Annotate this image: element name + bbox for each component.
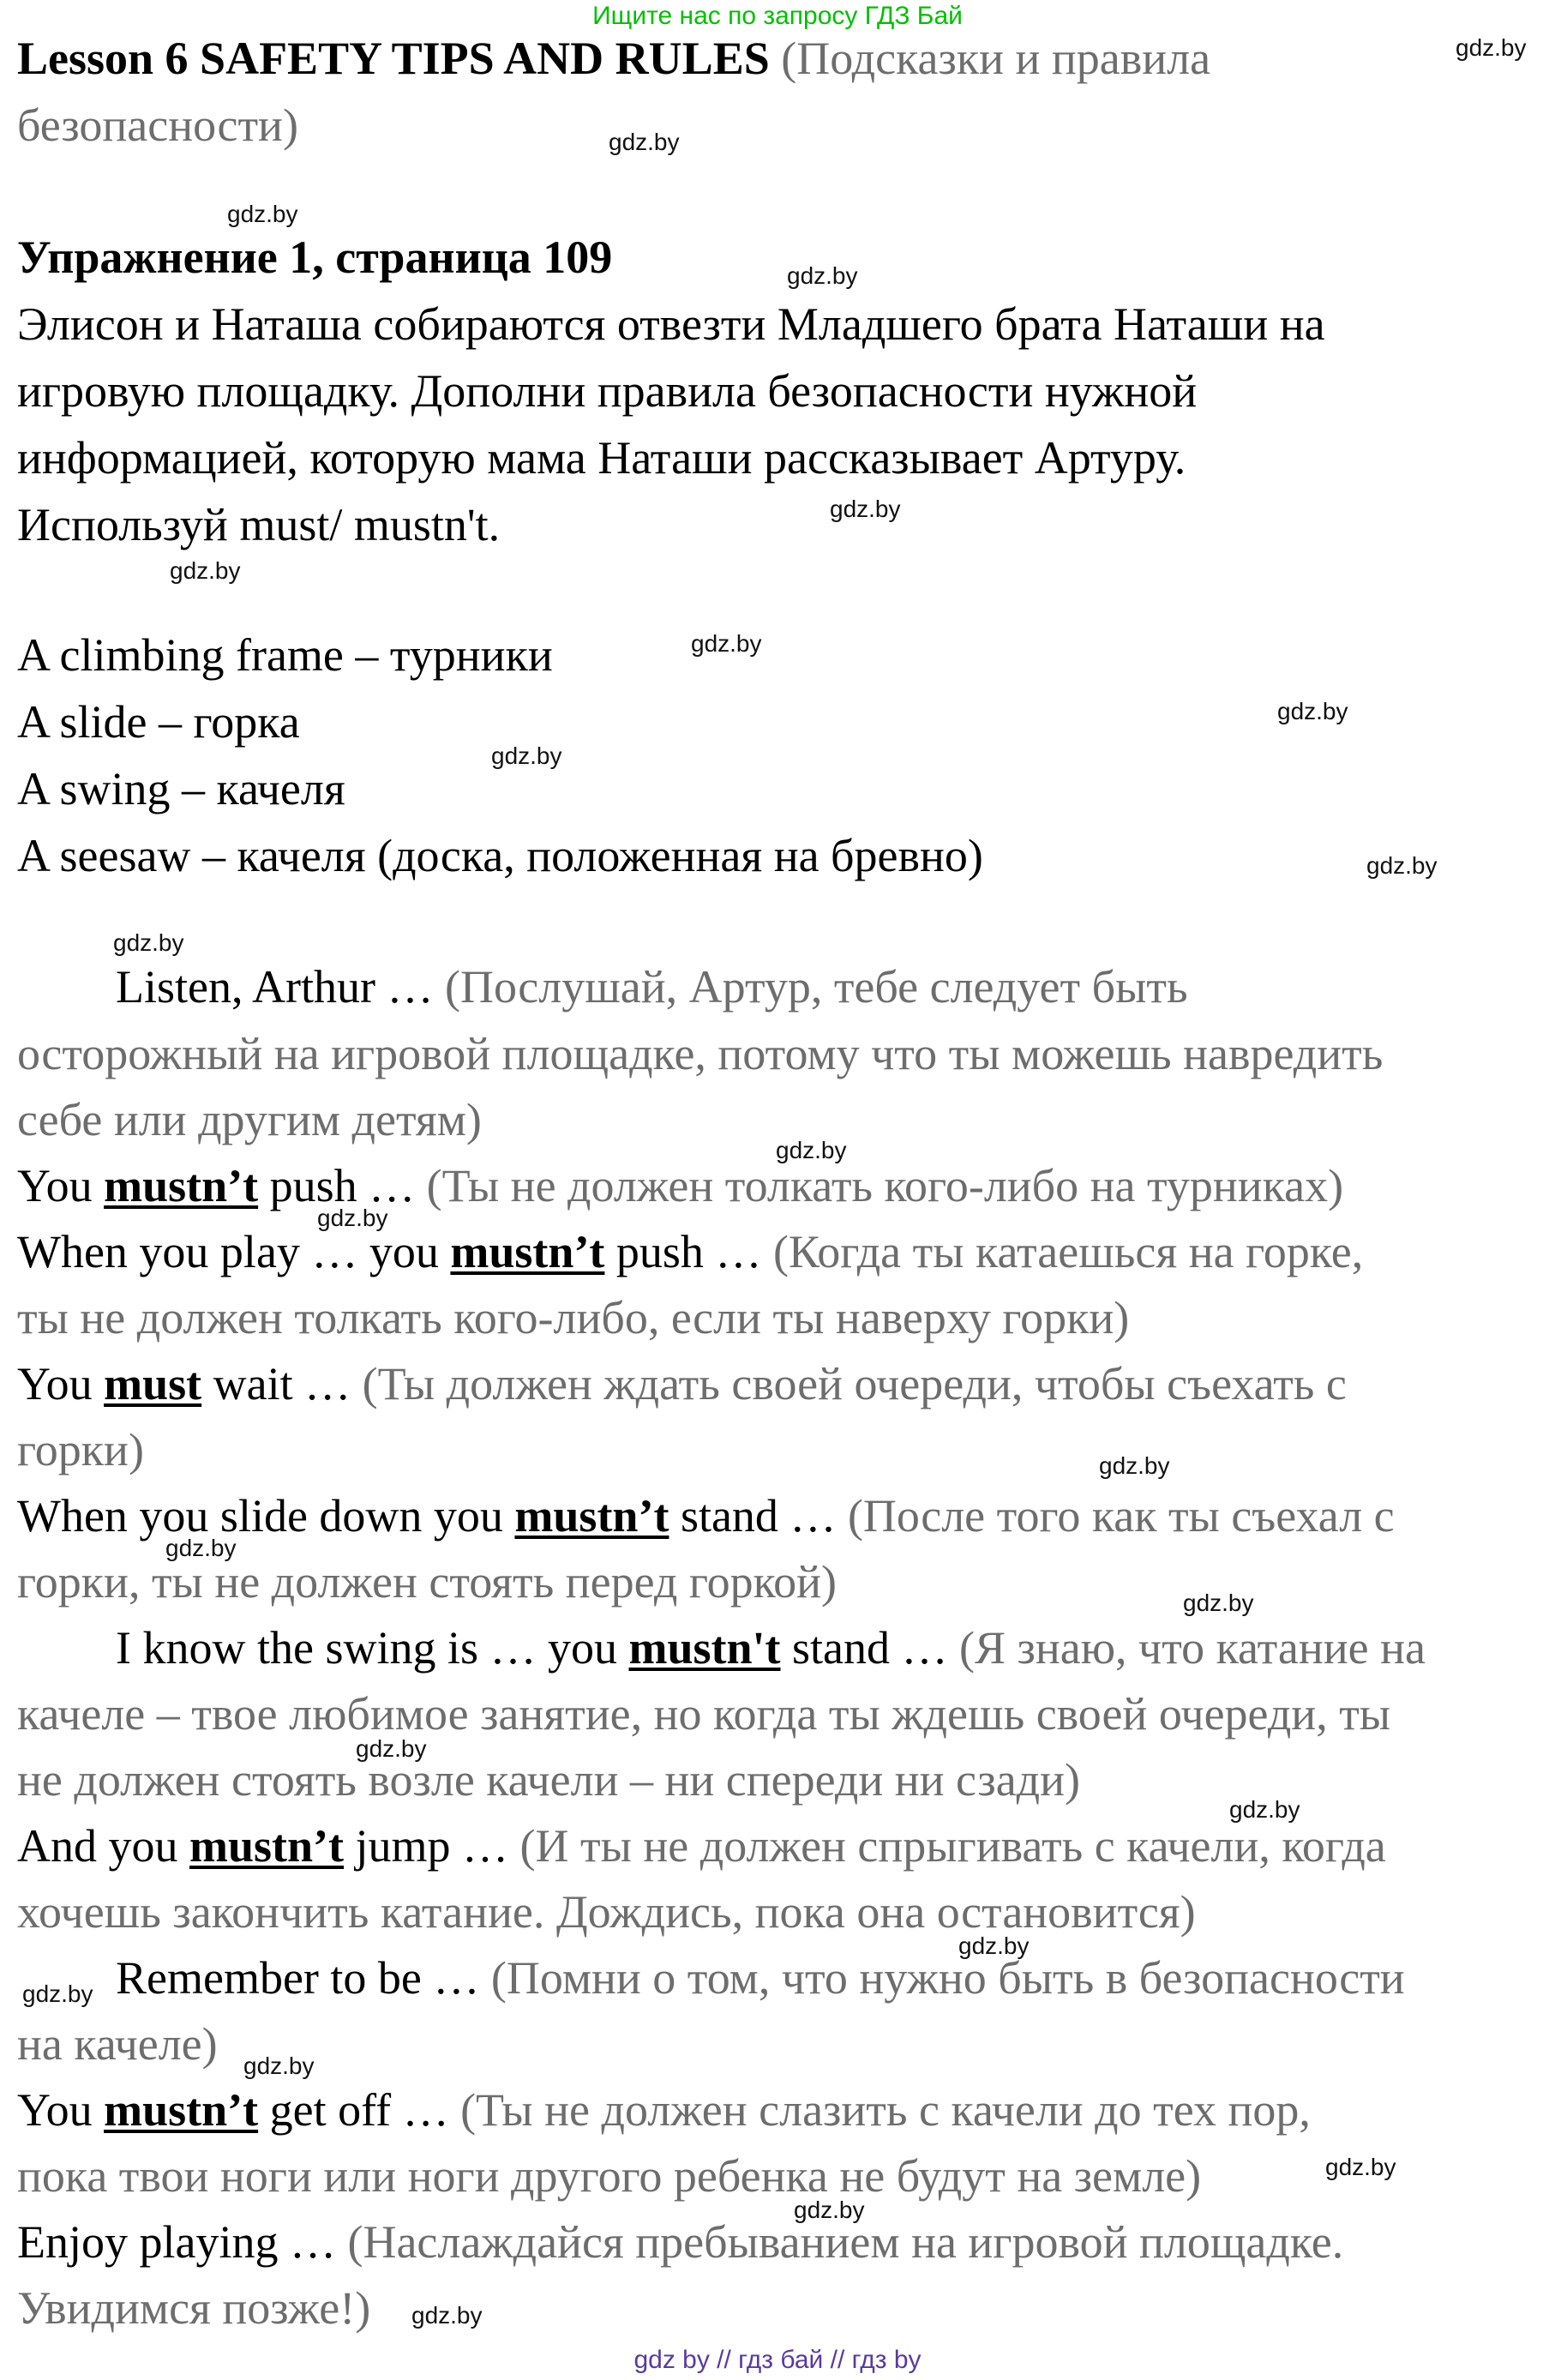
watermark: gdz.by bbox=[609, 129, 680, 155]
answer-ru: (Послушай, Артур, тебе следует быть bbox=[444, 961, 1188, 1013]
instruction-line: информацией, которую мама Наташи рассказывает Артуру. bbox=[17, 432, 1186, 484]
answer-en: You bbox=[17, 2084, 93, 2136]
answer-ru: (Ты не должен толкать кого-либо на турниках) bbox=[426, 1160, 1344, 1211]
watermark: gdz.by bbox=[691, 630, 762, 657]
watermark: gdz.by bbox=[491, 742, 562, 769]
watermark: gdz.by bbox=[1229, 1796, 1300, 1823]
answer-line bbox=[17, 1820, 1386, 1872]
modal-keyword: mustn’t bbox=[189, 1820, 345, 1872]
watermark: gdz.by bbox=[243, 2052, 315, 2079]
answer-en: stand … bbox=[680, 1490, 837, 1542]
answer-ru: (Когда ты катаешься на горке, bbox=[772, 1226, 1364, 1277]
answer-ru: (Ты должен ждать своей очереди, чтобы съехать с bbox=[362, 1358, 1347, 1409]
answer-ru-line: осторожный на игровой площадке, потому что ты можешь навредить bbox=[17, 1028, 1384, 1079]
answer-en: And you bbox=[17, 1820, 178, 1872]
exercise-heading: Упражнение 1, страница 109 bbox=[17, 231, 613, 283]
answer-line bbox=[17, 1490, 1395, 1542]
answer-en: jump … bbox=[355, 1820, 509, 1872]
watermark: gdz.by bbox=[1099, 1452, 1170, 1479]
answer-ru-line: хочешь закончить катание. Дождись, пока она остановится) bbox=[17, 1886, 1196, 1938]
answer-ru-line: не должен стоять возле качели – ни спереди ни сзади) bbox=[17, 1754, 1081, 1806]
vocabulary-item: A climbing frame – турники bbox=[17, 629, 553, 681]
watermark: gdz.by bbox=[1325, 2154, 1396, 2180]
instruction-line: Элисон и Наташа собираются отвезти Младшего брата Наташи на bbox=[17, 298, 1325, 350]
answer-ru-line: Увидимся позже!) bbox=[17, 2282, 371, 2334]
footer-banner[interactable]: gdz by // гдз бай // гдз by bbox=[633, 2346, 922, 2374]
lesson-title-ru-cont: безопасности) bbox=[17, 99, 298, 151]
modal-keyword: mustn’t bbox=[104, 1160, 259, 1211]
watermark: gdz.by bbox=[776, 1137, 847, 1163]
lesson-title-ru: (Подсказки и правила bbox=[781, 33, 1211, 84]
watermark: gdz.by bbox=[227, 201, 298, 227]
watermark: gdz.by bbox=[317, 1205, 388, 1231]
answer-en: stand … bbox=[792, 1622, 948, 1674]
answer-en: wait … bbox=[213, 1358, 351, 1409]
vocabulary-item: A swing – качеля bbox=[17, 763, 345, 814]
answer-ru-line: на качеле) bbox=[17, 2018, 218, 2070]
lesson-title bbox=[17, 33, 1210, 84]
answer-ru-line: себе или другим детям) bbox=[17, 1094, 482, 1145]
modal-keyword: mustn’t bbox=[104, 2084, 259, 2136]
answer-ru: (Я знаю, что катание на bbox=[959, 1622, 1426, 1674]
watermark: gdz.by bbox=[170, 557, 241, 584]
watermark: gdz.by bbox=[165, 1535, 237, 1561]
answer-en: push … bbox=[615, 1226, 762, 1277]
watermark: gdz.by bbox=[794, 2197, 865, 2223]
answer-en: Listen, Arthur … bbox=[116, 961, 434, 1013]
watermark: gdz.by bbox=[1277, 698, 1348, 724]
answer-ru: (После того как ты съехал с bbox=[847, 1490, 1395, 1542]
vocabulary-item: A seesaw – качеля (доска, положенная на бревно) bbox=[17, 830, 983, 881]
answer-en: Enjoy playing … bbox=[17, 2216, 336, 2268]
watermark: gdz.by bbox=[113, 929, 184, 956]
watermark: gdz.by bbox=[830, 496, 901, 522]
watermark: gdz.by bbox=[1366, 852, 1438, 879]
top-banner[interactable]: Ищите нас по запросу ГДЗ Бай bbox=[592, 2, 963, 30]
instruction-line: игровую площадку. Дополни правила безопасности нужной bbox=[17, 365, 1198, 417]
watermark: gdz.by bbox=[1456, 34, 1527, 61]
answer-ru: (Помни о том, что нужно быть в безопасности bbox=[490, 1952, 1405, 2004]
answer-en: You bbox=[17, 1160, 93, 1211]
watermark: gdz.by bbox=[22, 1980, 93, 2007]
lesson-title-en: Lesson 6 SAFETY TIPS AND RULES bbox=[17, 33, 770, 84]
modal-keyword: mustn't bbox=[628, 1622, 781, 1674]
answer-line bbox=[116, 961, 1188, 1013]
watermark: gdz.by bbox=[787, 262, 858, 289]
answer-line bbox=[17, 2084, 1311, 2136]
answer-ru: (Ты не должен слазить с качели до тех пор, bbox=[460, 2084, 1311, 2136]
answer-en: get off … bbox=[269, 2084, 449, 2136]
watermark: gdz.by bbox=[411, 2302, 483, 2329]
answer-en: When you play … you bbox=[17, 1226, 439, 1277]
answer-en: I know the swing is … you bbox=[116, 1622, 617, 1674]
watermark: gdz.by bbox=[356, 1735, 427, 1762]
answer-ru-line: пока твои ноги или ноги другого ребенка не будут на земле) bbox=[17, 2150, 1202, 2202]
answer-line bbox=[17, 1160, 1343, 1211]
answer-ru: (Наслаждайся пребыванием на игровой площадке. bbox=[347, 2216, 1344, 2268]
answer-en: When you slide down you bbox=[17, 1490, 503, 1542]
answer-en: Remember to be … bbox=[116, 1952, 480, 2004]
answer-line bbox=[17, 1358, 1347, 1409]
answer-ru-line: качеле – твое любимое занятие, но когда ты ждешь своей очереди, ты bbox=[17, 1688, 1391, 1740]
answer-ru-line: ты не должен толкать кого-либо, если ты наверху горки) bbox=[17, 1292, 1130, 1343]
answer-line bbox=[17, 1226, 1363, 1277]
answer-ru-line: горки) bbox=[17, 1424, 144, 1475]
modal-keyword: mustn’t bbox=[450, 1226, 605, 1277]
answer-en: You bbox=[17, 1358, 93, 1409]
answer-line bbox=[116, 1952, 1405, 2004]
answer-ru-line: горки, ты не должен стоять перед горкой) bbox=[17, 1556, 838, 1608]
answer-en: push … bbox=[269, 1160, 416, 1211]
answer-line bbox=[17, 2216, 1343, 2268]
instruction-line: Используй must/ mustn't. bbox=[17, 499, 501, 550]
modal-keyword: mustn’t bbox=[514, 1490, 669, 1542]
modal-keyword: must bbox=[104, 1358, 202, 1409]
watermark: gdz.by bbox=[1183, 1590, 1254, 1616]
answer-line bbox=[116, 1622, 1426, 1674]
watermark: gdz.by bbox=[958, 1932, 1030, 1959]
answer-ru: (И ты не должен спрыгивать с качели, когда bbox=[519, 1820, 1386, 1872]
vocabulary-item: A slide – горка bbox=[17, 696, 300, 748]
